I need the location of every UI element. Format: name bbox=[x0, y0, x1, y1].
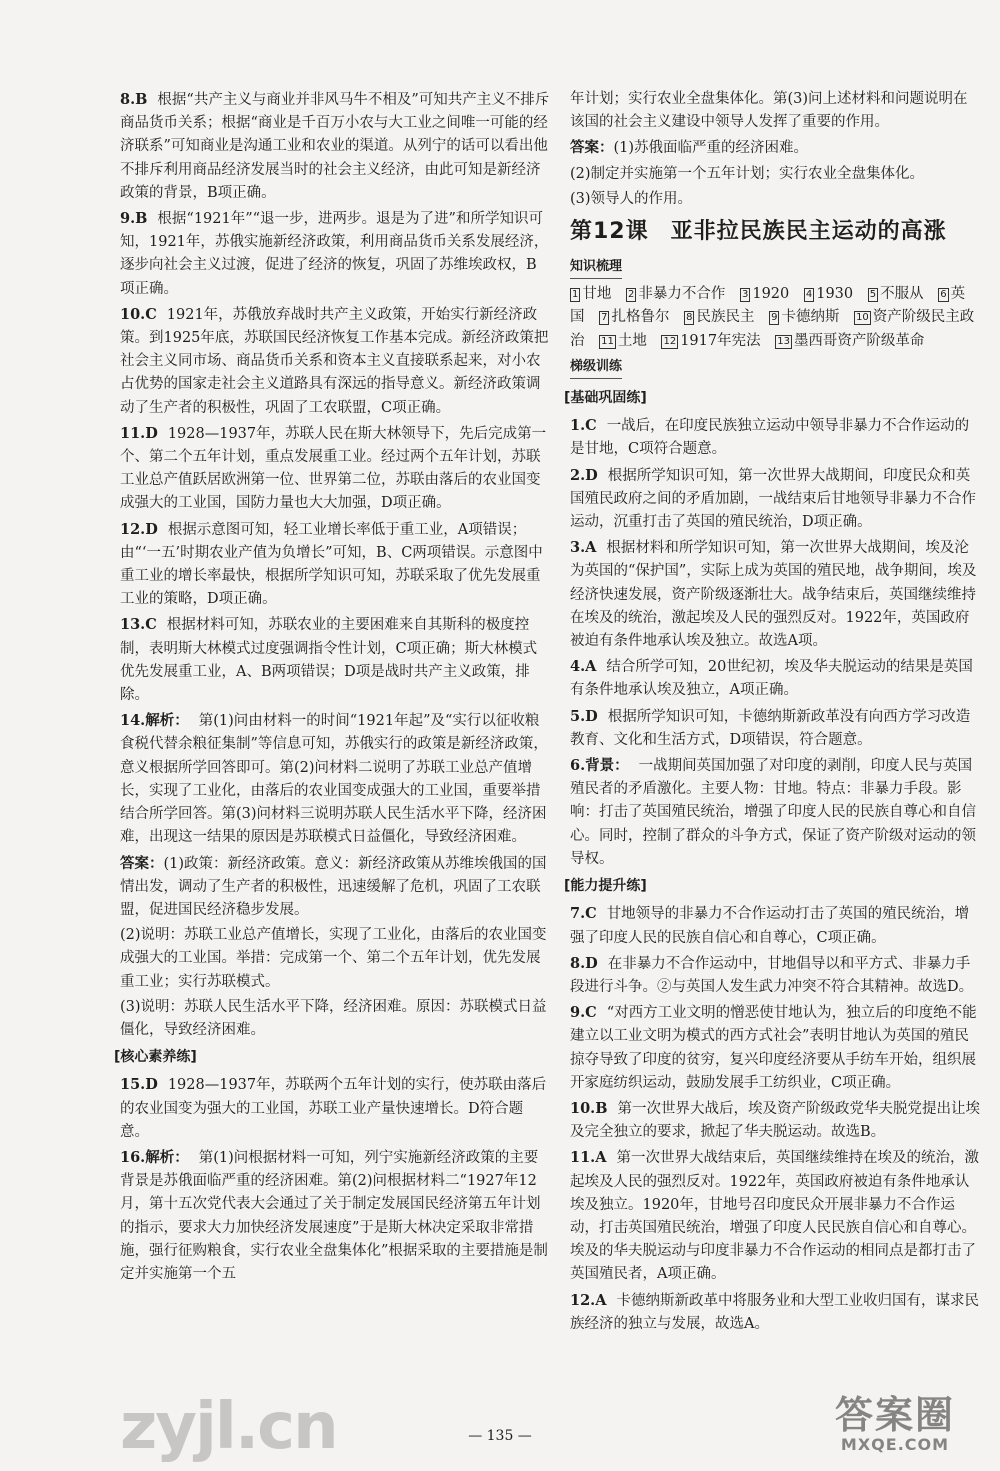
section-tag: [核心素养练] bbox=[114, 1049, 197, 1066]
question-item bbox=[570, 1146, 982, 1286]
lesson-title bbox=[570, 217, 982, 247]
point-number-badge: 7 bbox=[601, 312, 608, 324]
question-number: 4. bbox=[570, 658, 586, 676]
question-number: 9. bbox=[570, 1004, 586, 1022]
answer-letter: D bbox=[585, 466, 598, 484]
question-number: 5. bbox=[570, 707, 586, 725]
question-number: 3. bbox=[570, 539, 586, 557]
lesson-name: 亚非拉民族民主运动的高涨 bbox=[670, 219, 947, 245]
knowledge-point bbox=[868, 286, 924, 302]
question-item bbox=[120, 207, 550, 301]
point-text: 墨西哥资产阶级革命 bbox=[793, 332, 925, 349]
question-item bbox=[570, 1001, 982, 1095]
answer-letter: A bbox=[595, 1149, 607, 1167]
point-number-badge: 3 bbox=[741, 289, 749, 301]
point-text: 非暴力不合作 bbox=[638, 286, 726, 303]
question-number: 12. bbox=[120, 520, 146, 538]
question-number: 7. bbox=[570, 905, 586, 923]
answer-letter: C bbox=[145, 616, 157, 634]
point-text: 1920 bbox=[752, 286, 790, 303]
lesson-number: 第12课 bbox=[570, 219, 649, 245]
answer-subpart: (2)制定并实施第一个五年计划；实行农业全盘集体化。 bbox=[570, 165, 925, 182]
question-item bbox=[120, 303, 550, 420]
left-column bbox=[114, 88, 550, 1288]
question-number: 14. bbox=[120, 712, 146, 730]
watermark-mxqe bbox=[800, 1395, 990, 1454]
point-text: 资产阶级民主政治 bbox=[570, 309, 975, 349]
right-bottom-block bbox=[564, 387, 982, 1336]
answer-letter: D bbox=[585, 954, 598, 972]
answer-letter: B bbox=[135, 91, 148, 108]
question-item bbox=[570, 705, 982, 752]
question-item bbox=[570, 952, 982, 999]
answer-subpart: (3)领导人的作用。 bbox=[570, 190, 693, 207]
knowledge-points bbox=[570, 283, 982, 353]
point-number-badge: 10 bbox=[856, 312, 869, 324]
question-explanation: “对西方工业文明的憎恶使甘地认为，独立后的印度绝不能建立以工业文明为模式的西方式社会”表明甘地认为英国的殖民掠夺导致了印度的贫穷，复兴印度经济要从手纺车开始，组织展开家庭纺织运动，鼓励发展手工纺织业，C项正确。 bbox=[570, 1005, 977, 1091]
question-number: 15. bbox=[120, 1076, 146, 1094]
answer-label: 答案： bbox=[570, 139, 614, 157]
question-number: 1. bbox=[570, 417, 586, 435]
answer-letter: D bbox=[145, 424, 158, 442]
answer-letter: A bbox=[585, 658, 597, 676]
question-item bbox=[570, 1097, 982, 1144]
knowledge-point bbox=[804, 286, 853, 302]
question-number: 16. bbox=[120, 1148, 146, 1166]
question-number: 10. bbox=[570, 1099, 596, 1117]
question-number: 11. bbox=[570, 1149, 596, 1167]
point-number-badge: 5 bbox=[869, 289, 877, 301]
knowledge-point bbox=[661, 333, 760, 349]
answer-subpart: (3)说明：苏联人民生活水平下降，经济困难。原因：苏联模式日益僵化，导致经济困难。 bbox=[120, 998, 547, 1038]
question-item bbox=[570, 414, 982, 461]
point-number-badge: 13 bbox=[777, 335, 790, 347]
question-explanation: 根据材料可知，苏联农业的主要困难来自其斯科的极度控制，表明斯大林模式过度强调指令性计划，C项正确；斯大林模式优先发展重工业，A、B两项错误；D项是战时共产主义政策，排除。 bbox=[120, 617, 538, 704]
answer-letter: C bbox=[585, 905, 597, 923]
point-text: 土地 bbox=[617, 332, 647, 349]
knowledge-point bbox=[769, 309, 839, 325]
question-number: 8. bbox=[570, 954, 586, 972]
question-explanation: 根据“1921年”“退一步，进两步。退是为了进”和所学知识可知，1921年，苏俄实施新经济政策，利用商品货币关系发展经济，逐步向社会主义过渡，促进了经济的恢复，巩固了苏维埃政权，B项正确。 bbox=[120, 211, 549, 297]
question-item bbox=[570, 1289, 982, 1336]
question-explanation: 甘地领导的非暴力不合作运动打击了英国的殖民统治，增强了印度人民的民族自信心和自尊心，C项正确。 bbox=[570, 906, 970, 946]
training-heading: 梯级训练 bbox=[570, 355, 622, 379]
answer-letter: 解析： bbox=[145, 1148, 189, 1166]
knowledge-heading: 知识梳理 bbox=[570, 255, 622, 279]
question-explanation: 根据所学知识可知，第一次世界大战期间，印度民众和英国殖民政府之间的矛盾加剧，一战结束后甘地领导非暴力不合作运动，沉重打击了英国的殖民统治，D项正确。 bbox=[570, 467, 976, 531]
knowledge-point bbox=[684, 309, 754, 325]
point-text: 甘地 bbox=[582, 286, 612, 303]
point-text: 民族民主 bbox=[696, 309, 755, 326]
question-item bbox=[570, 464, 982, 535]
answer-letter: D bbox=[145, 1076, 158, 1094]
question-explanation: 第(1)问由材料一的时间“1921年起”及“实行以征收粮食税代替余粮征集制”等信息可知，苏俄实行的政策是新经济政策，意义根据所学回答即可。第(2)问材料二说明了苏联工业总产值增长，实现了工业化，由落后的农业国变成强大的工业国，重要举措结合所学回答。第(3)问材料三说明苏联人民生活水平下降，经济困难，出现这一结果的原因是苏联模式日益僵化，导致经济困难。 bbox=[120, 713, 548, 846]
question-number: 2. bbox=[570, 466, 586, 484]
watermark-zyjl: zyjl.cn bbox=[120, 1390, 337, 1464]
answer-text: (1)苏俄面临严重的经济困难。 bbox=[613, 140, 809, 157]
answer-letter: C bbox=[145, 305, 157, 323]
knowledge-point bbox=[626, 286, 725, 302]
answer-subpart: (2)说明：苏联工业总产值增长，实现了工业化，由落后的农业国变成强大的工业国。举措：完成第一个、第二个五年计划，优先发展重工业；实行苏联模式。 bbox=[120, 927, 547, 990]
knowledge-point bbox=[599, 309, 669, 325]
question-explanation: 根据示意图可知，轻工业增长率低于重工业，A项错误；由“‘一五’时期农业产值为负增长”可知，B、C两项错误。示意图中重工业的增长率最快，根据所学知识可知，苏联采取了优先发展重工业的策略，D项正确。 bbox=[120, 521, 543, 608]
answer-letter: B bbox=[135, 210, 148, 228]
point-text: 1917年宪法 bbox=[680, 332, 761, 349]
point-number-badge: 9 bbox=[771, 312, 778, 324]
point-number-badge: 8 bbox=[686, 312, 693, 324]
question-number: 13. bbox=[120, 616, 146, 634]
question-explanation: 根据材料和所学知识可知，第一次世界大战期间，埃及沦为英国的“保护国”，实际上成为英国的殖民地，战争期间，埃及经济快速发展，资产阶级逐渐壮大。战争结束后，英国继续维持在埃及的统治，激起埃及人民的强烈反对。1922年，英国政府被迫有条件地承认埃及独立。故选A项。 bbox=[570, 540, 977, 650]
question-item bbox=[120, 1146, 550, 1286]
answer-letter: A bbox=[595, 1291, 607, 1309]
answer-subpart: 年计划；实行农业全盘集体化。第(3)问上述材料和问题说明在该国的社会主义建设中领导人发挥了重要的作用。 bbox=[570, 91, 968, 131]
question-item bbox=[120, 709, 550, 849]
watermark-mxqe-title: 答案圈 bbox=[834, 1393, 955, 1437]
point-number-badge: 12 bbox=[663, 335, 677, 347]
answer-letter: D bbox=[585, 707, 598, 725]
question-explanation: 1928—1937年，苏联人民在斯大林领导下，先后完成第一个、第二个五年计划，重点发展重工业。经过两个五年计划，苏联工业总产值跃居欧洲第一位、世界第二位，苏联由落后的农业国变成强大的工业国，国防力量也大大加强，D项正确。 bbox=[120, 425, 547, 512]
point-number-badge: 11 bbox=[601, 335, 614, 347]
question-explanation: 结合所学可知，20世纪初，埃及华夫脱运动的结果是英国有条件地承认埃及独立，A项正确。 bbox=[570, 659, 973, 699]
right-column bbox=[564, 88, 982, 1338]
answer-label: 答案： bbox=[120, 854, 164, 872]
point-text: 英国 bbox=[570, 286, 966, 326]
point-number-badge: 1 bbox=[572, 289, 579, 301]
question-number: 11. bbox=[120, 424, 146, 442]
point-number-badge: 6 bbox=[940, 289, 947, 301]
knowledge-point bbox=[775, 333, 924, 349]
question-item bbox=[120, 1073, 550, 1144]
question-explanation: 第(1)问根据材料一可知，列宁实施新经济政策的主要背景是苏俄面临严重的经济困难。第(2)问根据材料二“1927年12月，第十五次党代表大会通过了关于制定发展国民经济第五年计划的指示，要求大力加快经济发展速度”于是斯大林决定采取非常措施，强行征购粮食，实行农业全盘集体化”根据采取的主要措施是制定并实施第一个五 bbox=[120, 1149, 548, 1282]
right-top-block bbox=[570, 88, 982, 211]
answer-letter: D bbox=[145, 520, 158, 538]
knowledge-point bbox=[740, 286, 789, 302]
point-text: 1930 bbox=[816, 286, 854, 303]
question-item bbox=[570, 655, 982, 702]
watermark-mxqe-url: MXQE.COM bbox=[840, 1435, 950, 1454]
question-explanation: 第一次世界大战后，埃及资产阶级政党华夫脱党提出让埃及完全独立的要求，掀起了华夫脱运动。故选B。 bbox=[570, 1100, 980, 1141]
question-item bbox=[570, 536, 982, 653]
question-number: 12. bbox=[570, 1291, 596, 1309]
question-explanation: 1921年，苏俄放弃战时共产主义政策，开始实行新经济政策。到1925年底，苏联国民经济恢复工作基本完成。新经济政策把社会主义同市场、商品货币关系和资本主义直接联系起来，对小农占优势的国家走社会主义道路具有深远的指导意义。新经济政策调动了生产者的积极性，巩固了工农联盟，C项正确。 bbox=[120, 306, 549, 416]
answer-block bbox=[120, 852, 550, 923]
section-tag: [能力提升练] bbox=[564, 878, 647, 895]
answer-letter: 背景： bbox=[585, 757, 629, 775]
point-text: 卡德纳斯 bbox=[781, 309, 840, 326]
question-explanation: 一战期间英国加强了对印度的剥削，印度人民与英国殖民者的矛盾激化。主要人物：甘地。特点：非暴力手段。影响：打击了英国殖民统治，增强了印度人民的民族自尊心和自信心。同时，控制了群众的斗争方式，保证了资产阶级对运动的领导权。 bbox=[570, 758, 976, 867]
question-explanation: 第一次世界大战结束后，英国继续维持在埃及的统治，激起埃及人民的强烈反对。1922年，英国政府被迫有条件地承认埃及独立。1920年，甘地号召印度民众开展非暴力不合作运动，打击英国殖民统治，增强了印度人民民族自信心和自尊心。埃及的华夫脱运动与印度非暴力不合作运动的相同点是都打击了英国殖民者，A项正确。 bbox=[570, 1150, 979, 1283]
question-explanation: 在非暴力不合作运动中，甘地倡导以和平方式、非暴力手段进行斗争。②与英国人发生武力冲突不符合其精神。故选D。 bbox=[570, 955, 974, 995]
question-number: 8. bbox=[120, 91, 136, 108]
page-number: — 135 — bbox=[468, 1428, 532, 1444]
point-text: 扎格鲁尔 bbox=[611, 309, 670, 326]
section-tag: [基础巩固练] bbox=[564, 390, 647, 407]
question-number: 9. bbox=[120, 210, 136, 228]
question-item bbox=[570, 902, 982, 949]
question-item bbox=[120, 422, 550, 516]
question-explanation: 根据“共产主义与商业并非风马牛不相及”可知共产主义不排斥商品货币关系；根据“商业是千百万小农与大工业之间唯一可能的经济联系”可知商业是沟通工业和农业的渠道。从列宁的话可以看出他不排斥利用商品经济发展当时的社会主义经济，由此可知是新经济政策的背景，B项正确。 bbox=[120, 92, 550, 201]
point-text: 不服从 bbox=[880, 286, 924, 303]
answer-letter: C bbox=[585, 1004, 597, 1022]
question-explanation: 1928—1937年，苏联两个五年计划的实行，使苏联由落后的农业国变为强大的工业国，苏联工业产量快速增长。D符合题意。 bbox=[120, 1077, 547, 1140]
question-explanation: 根据所学知识可知，卡德纳斯新政革没有向西方学习改造教育、文化和生活方式，D项错误，符合题意。 bbox=[570, 708, 971, 748]
question-item bbox=[570, 754, 982, 871]
question-item bbox=[120, 518, 550, 612]
question-explanation: 一战后，在印度民族独立运动中领导非暴力不合作运动的是甘地，C项符合题意。 bbox=[570, 418, 970, 458]
answer-letter: 解析： bbox=[145, 712, 189, 730]
question-number: 10. bbox=[120, 305, 146, 323]
point-number-badge: 2 bbox=[627, 289, 635, 301]
answer-letter: C bbox=[585, 417, 597, 435]
answer-letter: B bbox=[595, 1099, 608, 1117]
point-number-badge: 4 bbox=[805, 289, 813, 301]
answer-text: (1)政策：新经济政策。意义：新经济政策从苏维埃俄国的国情出发，调动了生产者的积极性，迅速缓解了危机，巩固了工农联盟，促进国民经济稳步发展。 bbox=[120, 855, 547, 918]
question-item bbox=[120, 88, 550, 205]
question-item bbox=[120, 613, 550, 707]
knowledge-point bbox=[599, 333, 647, 349]
answer-block bbox=[570, 136, 982, 160]
answer-letter: A bbox=[585, 539, 597, 557]
question-explanation: 卡德纳斯新政革中将服务业和大型工业收归国有，谋求民族经济的独立与发展，故选A。 bbox=[570, 1292, 979, 1332]
question-number: 6. bbox=[570, 757, 586, 775]
knowledge-point bbox=[570, 286, 611, 302]
